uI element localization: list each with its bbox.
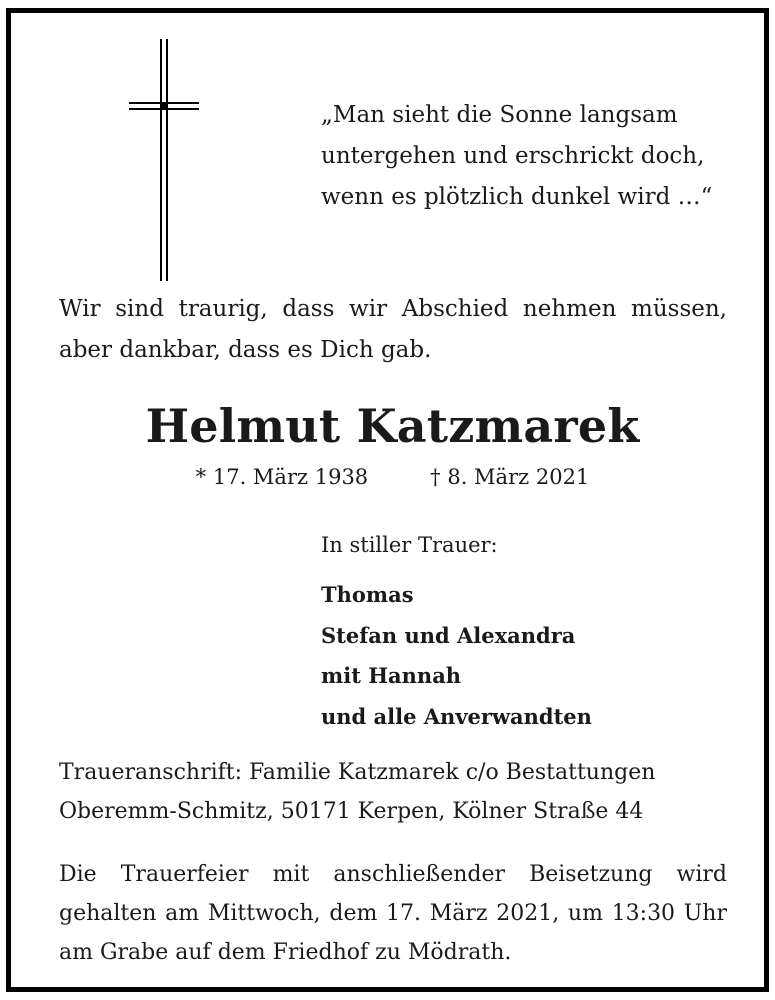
deceased-name: Helmut Katzmarek bbox=[145, 399, 640, 453]
obituary-card bbox=[6, 8, 769, 992]
mourner-name: mit Hannah bbox=[321, 663, 462, 688]
quote-block bbox=[321, 95, 741, 218]
quote-line-1: „Man sieht die Sonne langsam bbox=[321, 102, 678, 128]
mourner-name: und alle Anverwandten bbox=[321, 703, 592, 729]
birth-date: * 17. März 1938 bbox=[195, 465, 369, 489]
address-line-1: Traueranschrift: Familie Katzmarek c/o Bestattungen bbox=[59, 760, 656, 785]
quote-line-2: untergehen und erschrickt doch, bbox=[321, 143, 705, 169]
cross-icon bbox=[129, 39, 199, 281]
mourner-name: Thomas bbox=[321, 582, 414, 607]
death-date: † 8. März 2021 bbox=[430, 465, 590, 489]
funeral-service-text: Die Trauerfeier mit anschließender Beisetzung wird gehalten am Mittwoch, dem 17. März 2021, um 13:30 Uhr am Grabe auf dem Friedhof zu Mödrath. bbox=[59, 862, 727, 965]
mourning-address bbox=[59, 753, 739, 831]
mourner-name: Stefan und Alexandra bbox=[321, 622, 576, 648]
life-dates bbox=[11, 461, 774, 493]
intro-text: Wir sind traurig, dass wir Abschied nehmen müssen, aber dankbar, dass es Dich gab. bbox=[59, 296, 727, 363]
mourners-list bbox=[321, 575, 592, 737]
mourning-heading: In stiller Trauer: bbox=[321, 533, 498, 557]
address-line-2: Oberemm-Schmitz, 50171 Kerpen, Kölner Straße 44 bbox=[59, 799, 644, 824]
quote-line-3: wenn es plötzlich dunkel wird …“ bbox=[321, 184, 713, 210]
